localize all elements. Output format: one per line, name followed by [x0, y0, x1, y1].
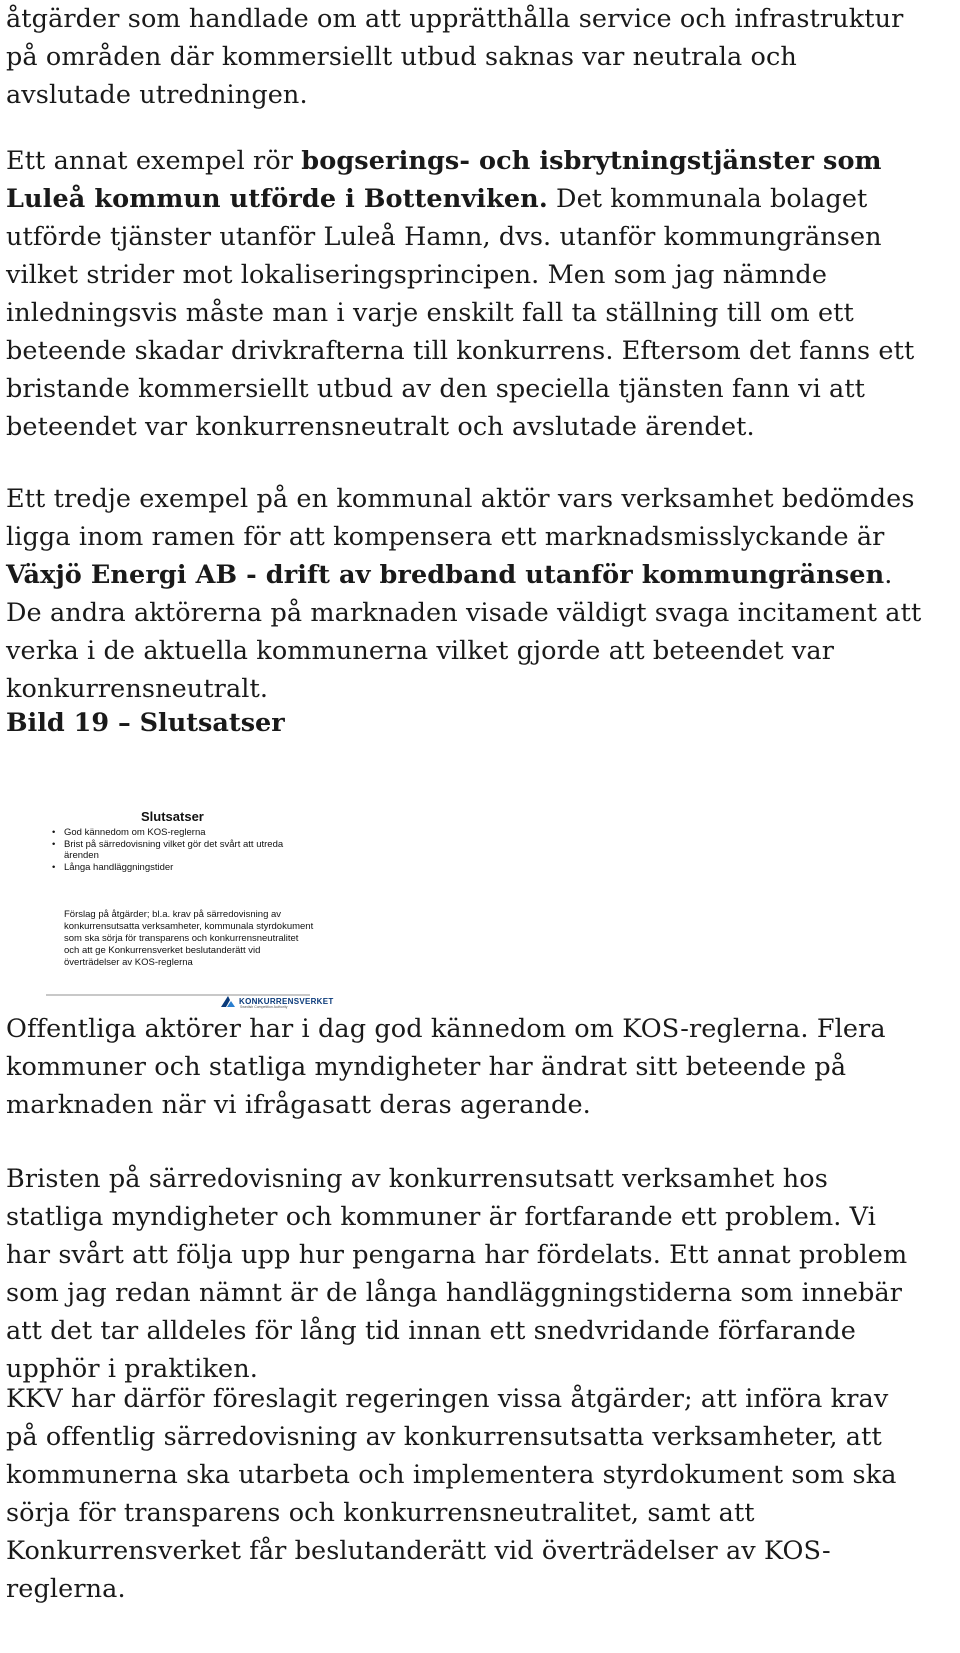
konkurrensverket-logo: [220, 994, 334, 1008]
paragraph-5: [6, 1160, 926, 1388]
logo-subtitle: Swedish Competition Authority: [240, 1005, 288, 1009]
paragraph-1-text: åtgärder som handlade om att upprätthålla service och infrastruktur på områden där kommersiellt utbud saknas var neutrala och avslutade utredningen.: [6, 4, 904, 110]
slide-title: Slutsatser: [141, 809, 204, 824]
section-heading: Bild 19 – Slutsatser: [6, 708, 285, 738]
paragraph-3-bold: Växjö Energi AB - drift av bredband utanför kommungränsen: [6, 560, 885, 590]
paragraph-4: [6, 1010, 906, 1124]
paragraph-2: [6, 142, 926, 446]
paragraph-3-text-a: Ett tredje exempel på en kommunal aktör vars verksamhet bedömdes ligga inom ramen för att kompensera ett marknadsmisslyckande är: [6, 484, 915, 552]
paragraph-6-text: KKV har därför föreslagit regeringen vissa åtgärder; att införa krav på offentlig särredovisning av konkurrensutsatta verksamheter, att kommunerna ska utarbeta och implementera styrdokument som ska sörja för transparens och konkurrensneutralitet, samt att Konkurrensverket får beslutanderätt vid överträdelser av KOS-reglerna.: [6, 1384, 897, 1604]
paragraph-3: [6, 480, 926, 708]
paragraph-1: [6, 0, 926, 114]
paragraph-4-text: Offentliga aktörer har i dag god kännedom om KOS-reglerna. Flera kommuner och statliga myndigheter har ändrat sitt beteende på marknaden när vi ifrågasatt deras agerande.: [6, 1014, 886, 1120]
slide-proposal: Förslag på åtgärder; bl.a. krav på särredovisning av konkurrensutsatta verksamheter, kommunala styrdokument som ska sörja för transparens och konkurrensneutralitet och att ge Konkurrensverket beslutanderätt vid överträdelser av KOS-reglerna: [64, 909, 314, 968]
paragraph-2-text-b: Det kommunala bolaget utförde tjänster utanför Luleå Hamn, dvs. utanför kommungränsen vilket strider mot lokaliseringsprincipen. Men som jag nämnde inledningsvis måste man i varje enskilt fall ta ställning till om ett beteende skadar drivkrafterna till konkurrens. Eftersom det fanns ett bristande kommersiellt utbud av den speciella tjänsten fann vi att beteendet var konkurrensneutralt och avslutade ärendet.: [6, 184, 915, 442]
paragraph-2-bold: bogserings- och isbrytningstjänster som Luleå kommun utförde i Bottenviken.: [6, 146, 882, 214]
slide-bullet: • God kännedom om KOS-reglerna: [52, 827, 302, 839]
paragraph-5-text: Bristen på särredovisning av konkurrensutsatt verksamhet hos statliga myndigheter och kommuner är fortfarande ett problem. Vi har svårt att följa upp hur pengarna har fördelats. Ett annat problem som jag redan nämnt är de långa handläggningstiderna som innebär att det tar alldeles för lång tid innan ett snedvridande förfarande upphör i praktiken.: [6, 1164, 908, 1384]
slide-bullet: • Långa handläggningstider: [52, 862, 302, 874]
paragraph-6: [6, 1380, 926, 1608]
logo-text: KONKURRENSVERKET: [239, 996, 334, 1006]
slide-image: [38, 805, 334, 1010]
paragraph-2-text-a: Ett annat exempel rör: [6, 146, 302, 176]
slide-bullet-list: [52, 827, 302, 873]
paragraph-3-text-b: . De andra aktörerna på marknaden visade väldigt svaga incitament att verka i de aktuella kommunerna vilket gjorde att beteendet var konkurrensneutralt.: [6, 560, 922, 704]
slide-bullet: • Brist på särredovisning vilket gör det svårt att utreda ärenden: [52, 839, 302, 862]
logo-mark-icon: [220, 994, 236, 1008]
